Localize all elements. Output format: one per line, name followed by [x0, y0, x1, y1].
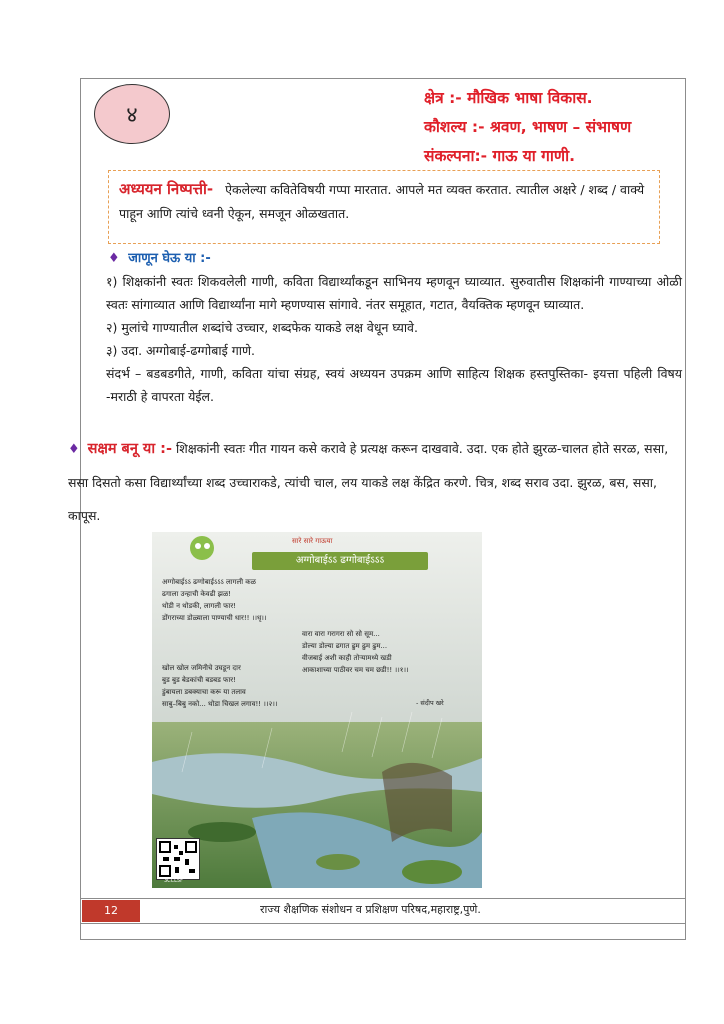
- footer-organization: राज्य शैक्षणिक संशोधन व प्रशिक्षण परिषद,महाराष्ट्र,पुणे.: [260, 903, 481, 916]
- poem-stanza-2: वारा वारा गरागरा सो सो सूम... डोल्या डोल्या ढगात ढुम ढुम ढुम... वीजबाई अशी काही तोऱ्यामध्ये खडी आकाशाच्या पाठीवर चम चम छडी!! ।।१।।: [302, 630, 409, 674]
- capable-section-title: सक्षम बनू या :-: [87, 441, 172, 457]
- poem-author: - संदीप खरे: [416, 699, 444, 707]
- paragraph: २) मुलांचे गाण्यातील शब्दांचे उच्चार, शब्दफेक याकडे लक्ष वेधून घ्यावे.: [106, 320, 418, 335]
- poem-stanza-1: अग्गोबाईऽऽ ढग्गोबाईऽऽऽ लागली कळ ढगाला उन्हाची केवढी झळ! थोडी न थोडकी, लागली फार! डोंगराच्या डोळ्याला पाण्याची धार!! ।।धृ।।: [162, 578, 267, 622]
- poem-title: अग्गोबाईऽऽ ढग्गोबाईऽऽऽ: [252, 552, 428, 570]
- learning-outcome-box: [108, 170, 660, 244]
- poem-stanza-3: खोल खोल जमिनीचे उघडून दार बुड बुड बेडकांची बडबड फार! डुंबायला डबक्याचा करू या तलाव साबु–बिबु नको... थोडा चिखल लगाव!! ।।२।।: [162, 664, 278, 708]
- paragraph: संदर्भ – बडबडगीते, गाणी, कविता यांचा संग्रह, स्वयं अध्ययन उपक्रम आणि साहित्य शिक्षक हस्तपुस्तिका- इयत्ता पहिली विषय -मराठी हे वापरता येईल.: [106, 366, 682, 404]
- series-label: सारे सारे गाऊया: [292, 537, 333, 545]
- lesson-number-badge: [94, 84, 170, 144]
- capable-section-text: शिक्षकांनी स्वतः गीत गायन कसे करावे हे प्रत्यक्ष करून दाखवावे. उदा. एक होते झुरळ-चालत होते सरळ, ससा, ससा दिसतो कसा विद्यार्थ्यांच्या शब्द उच्चाराकडे, त्यांची चाल, लय याकडे लक्ष केंद्रित करणे. चित्र, शब्द सराव उदा. झुरळ, बस, ससा, कापूस.: [68, 441, 669, 523]
- concept-line: संकल्पना:- गाऊ या गाणी.: [424, 147, 576, 165]
- area-line: क्षेत्र :- मौखिक भाषा विकास.: [424, 89, 593, 107]
- header-block: [424, 84, 684, 171]
- capable-section: [68, 432, 680, 532]
- paragraph: ३) उदा. अग्गोबाई-ढग्गोबाई गाणे.: [106, 343, 255, 358]
- pin-bullet-icon: ♦: [108, 251, 120, 266]
- know-section-body: [106, 270, 682, 408]
- skill-line: कौशल्य :- श्रवण, भाषण – संभाषण: [424, 118, 632, 136]
- learning-outcome-text: ऐकलेल्या कवितेविषयी गप्पा मारतात. आपले मत व्यक्त करतात. त्यातील अक्षरे / शब्द / वाक्ये पाहून आणि त्यांचे ध्वनी ऐकून, समजून ओळखतात.: [119, 182, 645, 221]
- learning-outcome-title: अध्ययन निष्पत्ती-: [119, 180, 214, 198]
- qr-code-label: 3CCL5F: [164, 878, 184, 884]
- pin-bullet-icon: ♦: [68, 442, 80, 457]
- know-section-title: जाणून घेऊ या :-: [128, 251, 211, 266]
- textbook-page-image: [152, 532, 482, 888]
- paragraph: १) शिक्षकांनी स्वतः शिकवलेली गाणी, कविता विद्यार्थ्यांकडून साभिनय म्हणवून घ्याव्यात. सुरुवातीस शिक्षकांनी गाण्याच्या ओळी स्वतः सांगाव्यात आणि विद्यार्थ्यांना मागे म्हणण्यास सांगावे. नंतर समूहात, गटात, वैयक्तिक म्हणवून घ्याव्यात.: [106, 274, 682, 312]
- lesson-number: ४: [126, 103, 138, 128]
- know-section-heading: [108, 248, 211, 266]
- page-number: 12: [82, 900, 140, 922]
- qr-code-icon: [156, 838, 200, 880]
